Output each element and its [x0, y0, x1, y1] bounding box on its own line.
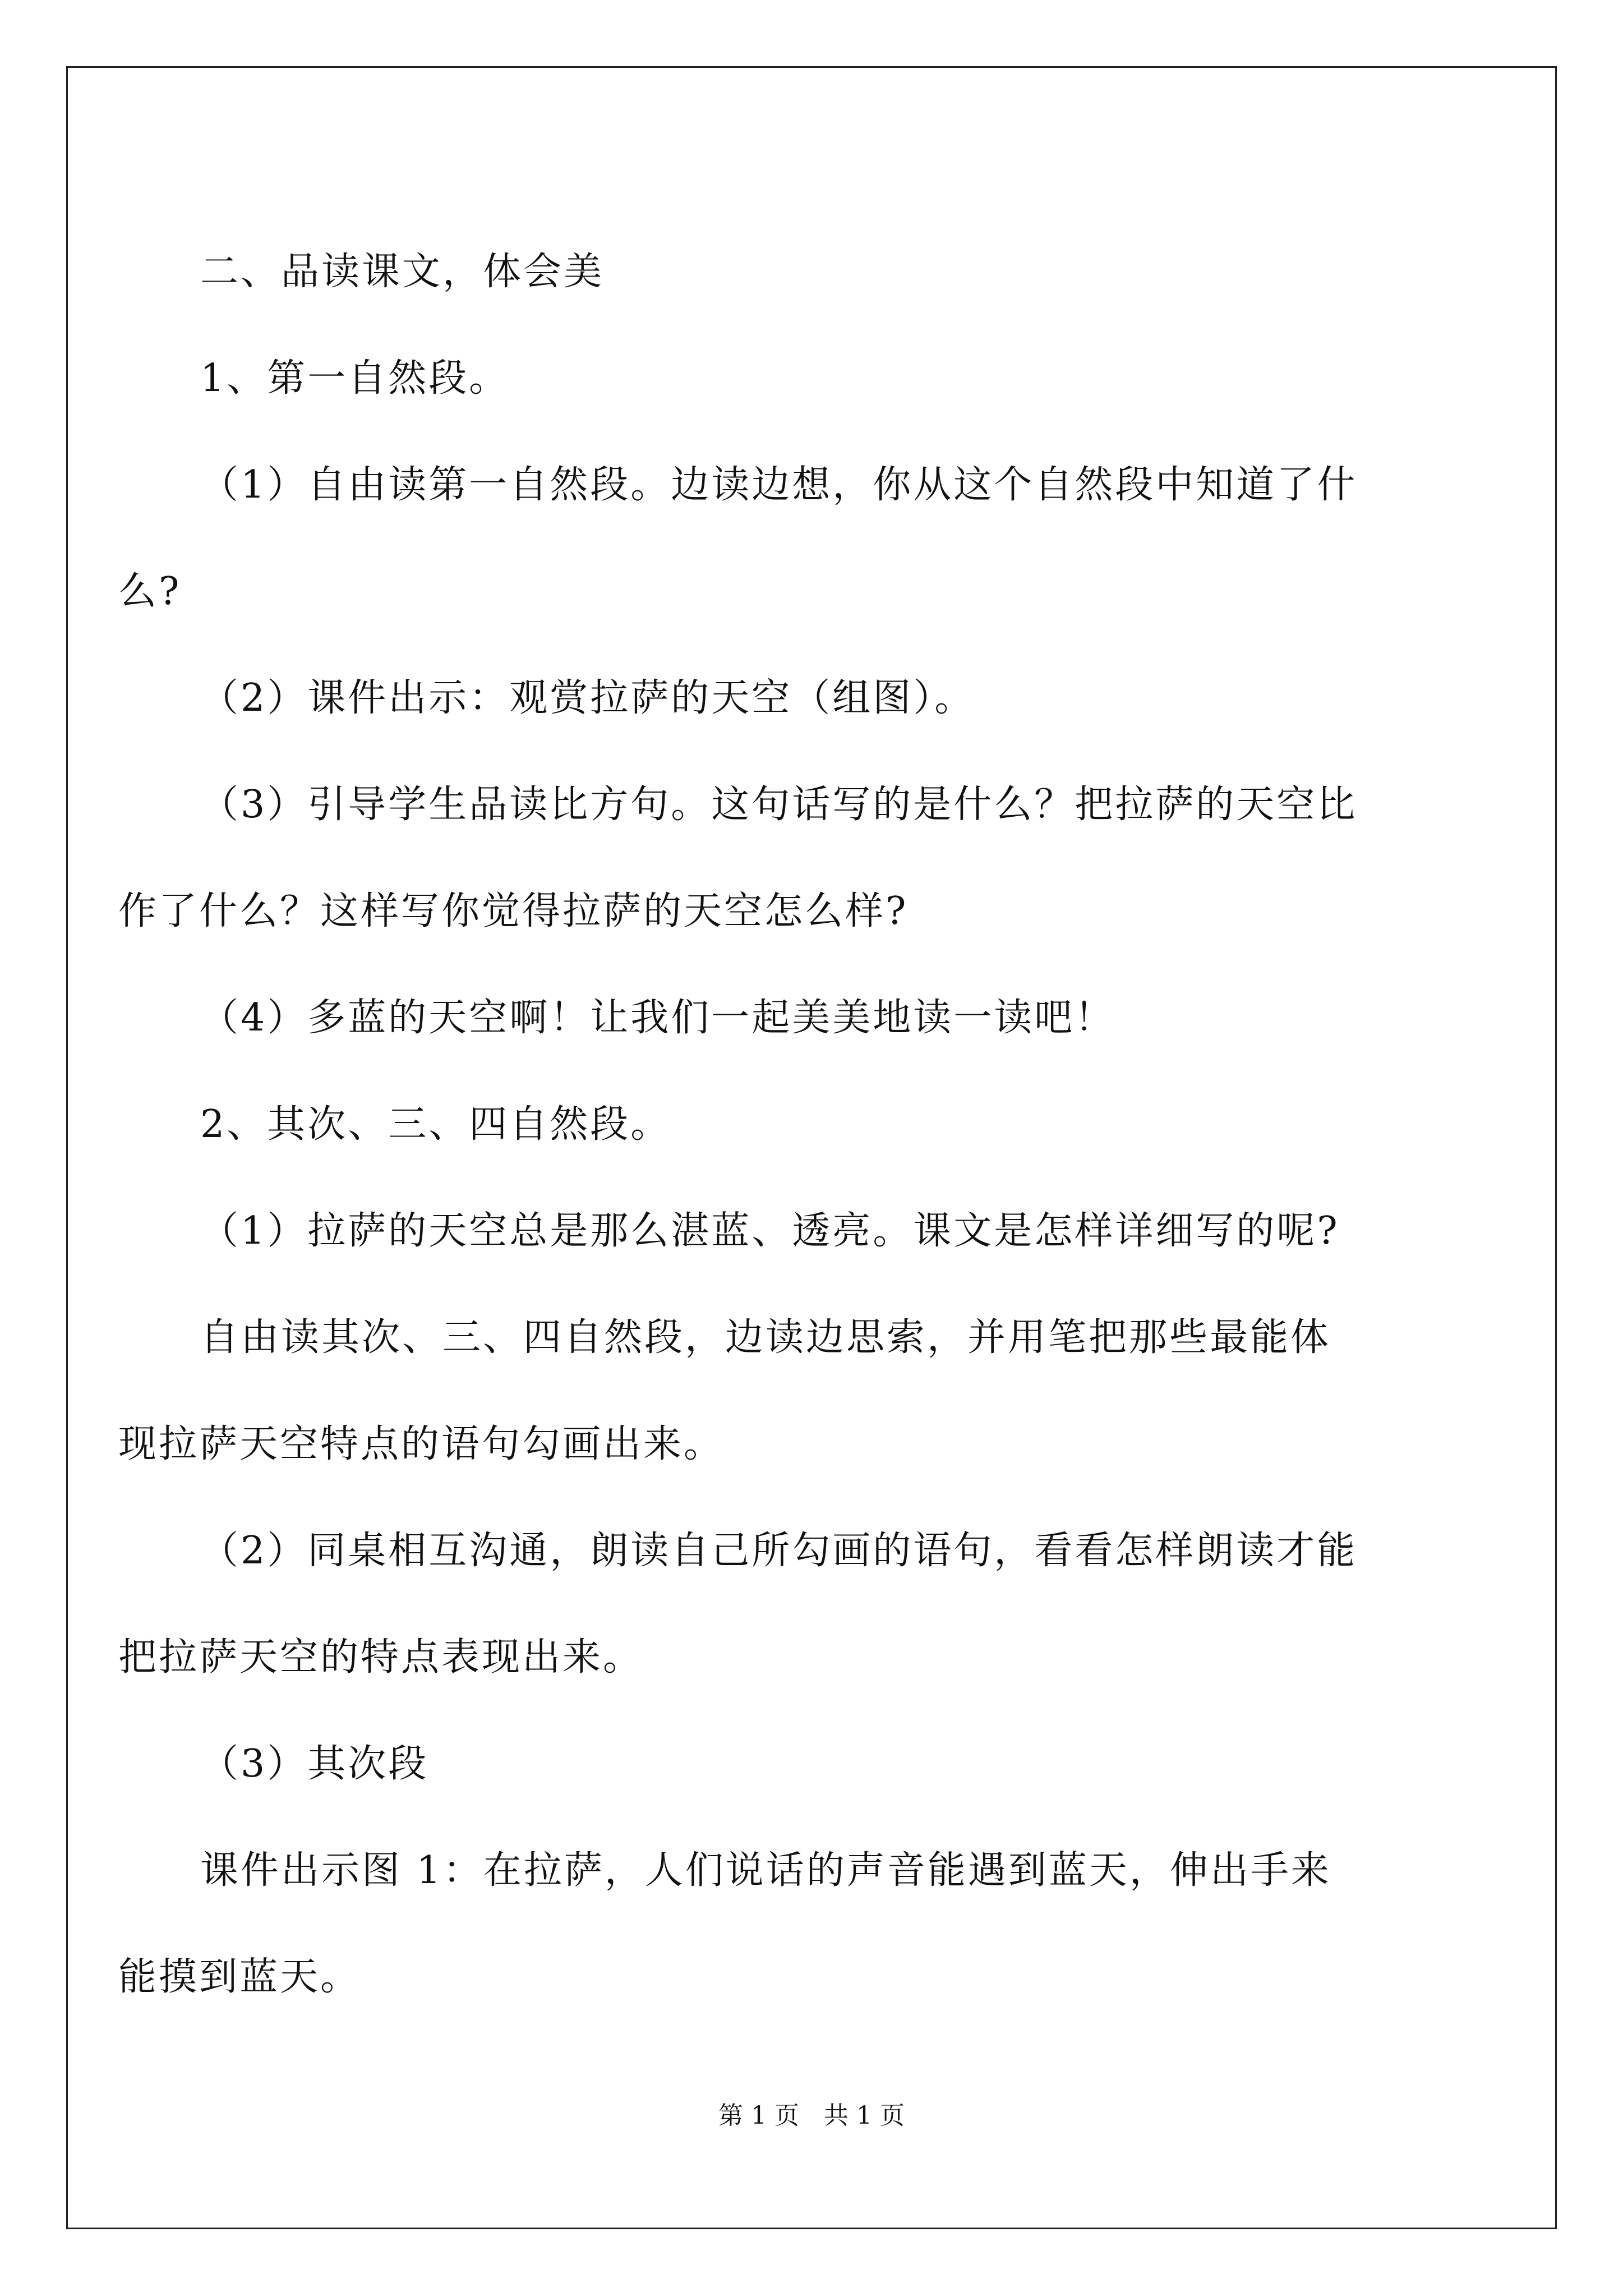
- paragraph-line: 能摸到蓝天。: [118, 1955, 361, 1999]
- paragraph-line: （3）引导学生品读比方句。这句话写的是什么？把拉萨的天空比: [200, 783, 1358, 827]
- paragraph-line: 现拉萨天空特点的语句勾画出来。: [118, 1422, 725, 1466]
- paragraph-line: 课件出示图 1：在拉萨，人们说话的声音能遇到蓝天，伸出手来: [200, 1848, 1331, 1893]
- paragraph-line: （1）自由读第一自然段。边读边想，你从这个自然段中知道了什: [200, 463, 1358, 507]
- paragraph-line: （1）拉萨的天空总是那么湛蓝、透亮。课文是怎样详细写的呢?: [200, 1209, 1340, 1253]
- paragraph-line: 么?: [118, 569, 182, 614]
- document-body: [118, 219, 1434, 2031]
- paragraph-line: （3）其次段: [200, 1742, 429, 1786]
- section-heading: 二、品读课文，体会美: [200, 250, 605, 294]
- subsection-heading: 1、第一自然段。: [200, 356, 510, 401]
- paragraph-line: （2）课件出示：观赏拉萨的天空（组图）。: [200, 676, 975, 720]
- paragraph-line: （4）多蓝的天空啊！让我们一起美美地读一读吧！: [200, 996, 1115, 1040]
- paragraph-line: 把拉萨天空的特点表现出来。: [118, 1635, 644, 1680]
- paragraph-line: （2）同桌相互沟通，朗读自己所勾画的语句，看看怎样朗读才能: [200, 1529, 1358, 1573]
- paragraph-line: 作了什么？这样写你觉得拉萨的天空怎么样?: [118, 889, 909, 933]
- subsection-heading: 2、其次、三、四自然段。: [200, 1102, 671, 1147]
- page-footer: 第 1 页 共 1 页: [718, 2101, 905, 2130]
- paragraph-line: 自由读其次、三、四自然段，边读边思索，并用笔把那些最能体: [200, 1315, 1331, 1360]
